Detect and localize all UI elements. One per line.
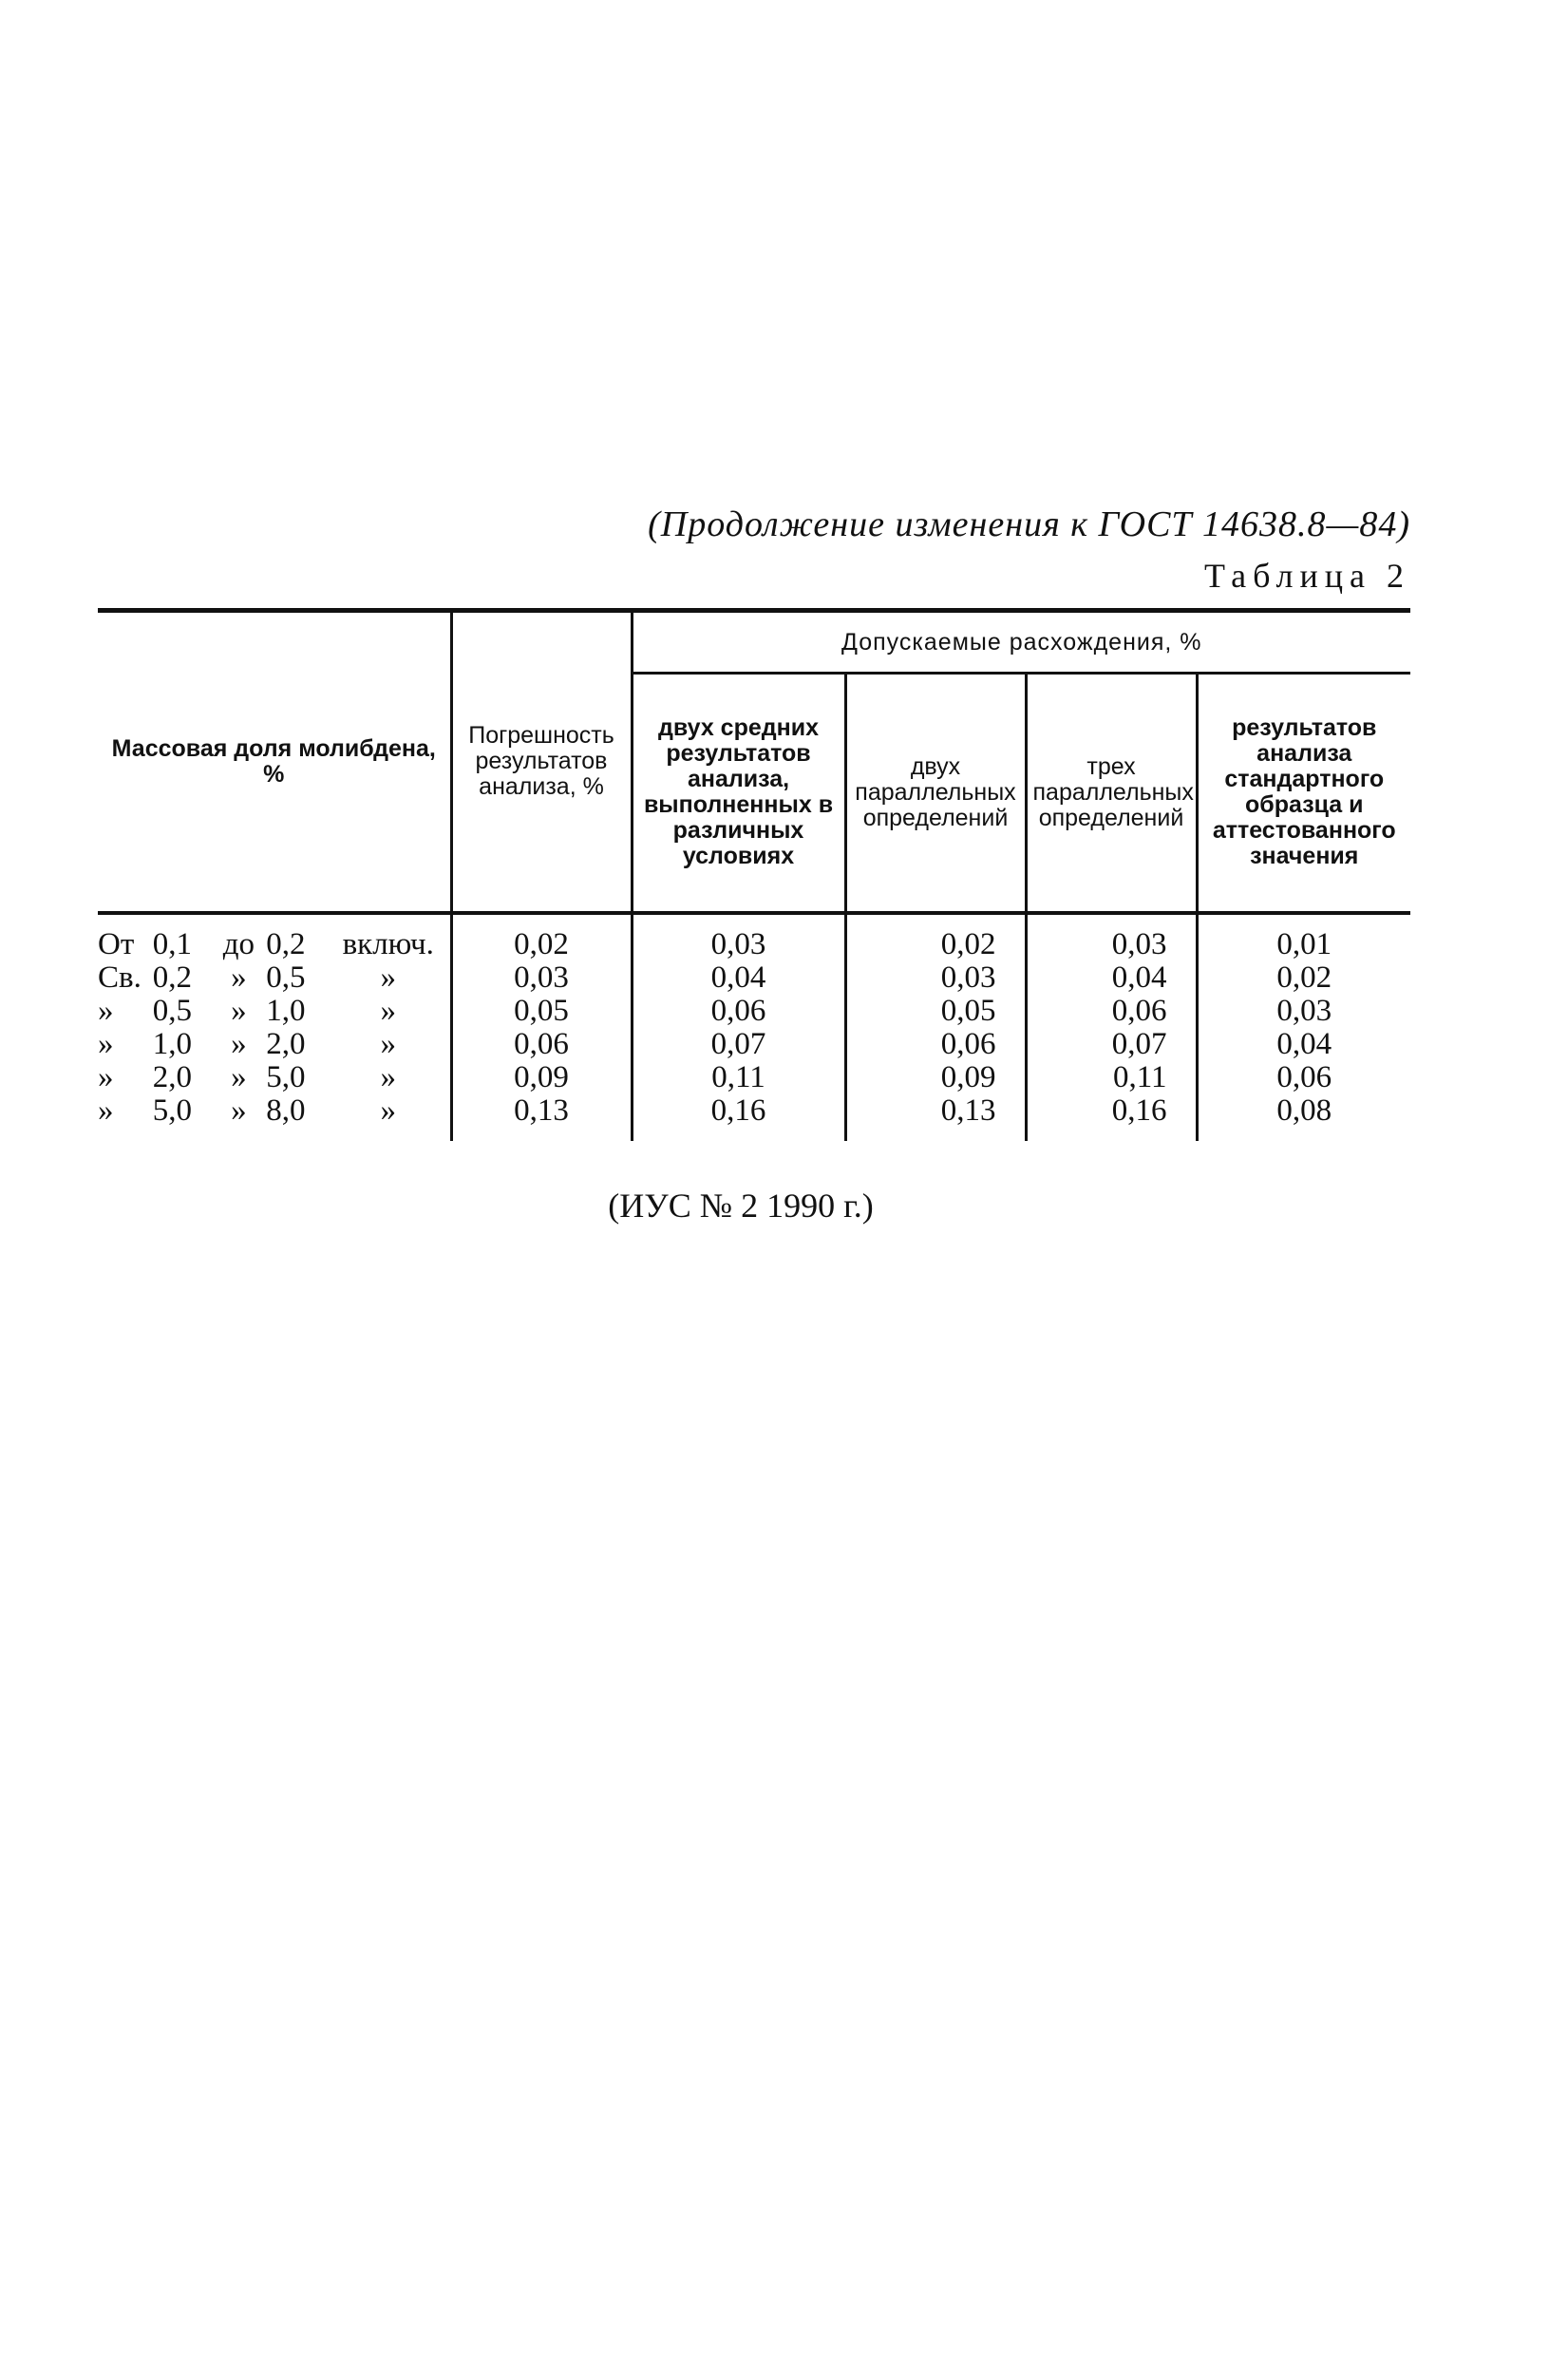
header-two-mean-results: двух средних результатов анализа, выполненных в различных условиях <box>632 674 845 911</box>
two-means-cell: 0,03 <box>632 928 845 961</box>
range-mid: » <box>231 993 247 1028</box>
header-permissible-discrepancies: Допускаемые расхождения, % <box>632 611 1410 674</box>
range-prefix: » <box>98 1093 114 1128</box>
header-three-parallel: трех параллельных определений <box>1026 674 1197 911</box>
range-cell <box>98 1061 451 1094</box>
table-row <box>98 995 1410 1028</box>
two-parallel-cell: 0,02 <box>845 928 1026 961</box>
three-parallel-cell: 0,07 <box>1026 1028 1197 1061</box>
range-cell <box>98 1028 451 1061</box>
range-mid: » <box>231 960 247 995</box>
two-means-cell: 0,06 <box>632 995 845 1028</box>
two-means-cell: 0,11 <box>632 1061 845 1094</box>
range-from: 0,2 <box>152 960 193 995</box>
range-cell <box>98 1094 451 1128</box>
range-cell <box>98 928 451 961</box>
table-row <box>98 1094 1410 1128</box>
range-from: 5,0 <box>152 1093 193 1128</box>
error-cell: 0,13 <box>451 1094 632 1128</box>
range-suffix: » <box>380 1026 396 1061</box>
standard-cell: 0,08 <box>1197 1094 1410 1128</box>
table-row <box>98 1028 1410 1061</box>
range-suffix: » <box>380 1093 396 1128</box>
range-mid: » <box>231 1093 247 1128</box>
standard-cell: 0,01 <box>1197 928 1410 961</box>
range-from: 0,5 <box>152 993 193 1028</box>
range-prefix: » <box>98 1059 114 1094</box>
error-cell: 0,09 <box>451 1061 632 1094</box>
two-parallel-cell: 0,06 <box>845 1028 1026 1061</box>
error-cell: 0,03 <box>451 961 632 995</box>
range-mid: до <box>222 926 255 961</box>
three-parallel-cell: 0,16 <box>1026 1094 1197 1128</box>
range-prefix: » <box>98 993 114 1028</box>
table-label: Таблица 2 <box>1204 557 1410 595</box>
source-note: (ИУС № 2 1990 г.) <box>608 1187 874 1225</box>
three-parallel-cell: 0,03 <box>1026 928 1197 961</box>
header-standard-sample: результатов анализа стандартного образца и аттестованного значения <box>1197 674 1410 911</box>
range-prefix: » <box>98 1026 114 1061</box>
three-parallel-cell: 0,06 <box>1026 995 1197 1028</box>
two-parallel-cell: 0,03 <box>845 961 1026 995</box>
table-row <box>98 928 1410 961</box>
tolerance-table <box>98 608 1410 1141</box>
range-from: 2,0 <box>152 1059 193 1094</box>
standard-cell: 0,04 <box>1197 1028 1410 1061</box>
range-mid: » <box>231 1026 247 1061</box>
two-means-cell: 0,16 <box>632 1094 845 1128</box>
standard-cell: 0,06 <box>1197 1061 1410 1094</box>
range-suffix: » <box>380 960 396 995</box>
range-to: 0,5 <box>266 960 306 995</box>
header-molybdenum-fraction: Массовая доля молибдена, % <box>98 611 451 911</box>
header-two-parallel: двух параллельных определений <box>845 674 1026 911</box>
table-row <box>98 961 1410 995</box>
standard-cell: 0,03 <box>1197 995 1410 1028</box>
continuation-note: (Продолжение изменения к ГОСТ 14638.8—84) <box>648 504 1410 544</box>
range-cell <box>98 995 451 1028</box>
three-parallel-cell: 0,04 <box>1026 961 1197 995</box>
error-cell: 0,06 <box>451 1028 632 1061</box>
two-parallel-cell: 0,13 <box>845 1094 1026 1128</box>
range-to: 2,0 <box>266 1026 306 1061</box>
two-parallel-cell: 0,09 <box>845 1061 1026 1094</box>
range-from: 1,0 <box>152 1026 193 1061</box>
two-means-cell: 0,07 <box>632 1028 845 1061</box>
three-parallel-cell: 0,11 <box>1026 1061 1197 1094</box>
range-to: 8,0 <box>266 1093 306 1128</box>
range-suffix: » <box>380 1059 396 1094</box>
range-to: 1,0 <box>266 993 306 1028</box>
header-analysis-error: Погрешность результатов анализа, % <box>451 611 632 911</box>
range-to: 0,2 <box>266 926 306 961</box>
range-from: 0,1 <box>152 926 193 961</box>
two-means-cell: 0,04 <box>632 961 845 995</box>
error-cell: 0,05 <box>451 995 632 1028</box>
range-cell <box>98 961 451 995</box>
error-cell: 0,02 <box>451 928 632 961</box>
standard-cell: 0,02 <box>1197 961 1410 995</box>
range-suffix: включ. <box>342 926 434 961</box>
two-parallel-cell: 0,05 <box>845 995 1026 1028</box>
range-prefix: Св. <box>98 960 142 995</box>
range-suffix: » <box>380 993 396 1028</box>
range-prefix: От <box>98 926 135 961</box>
table-row <box>98 1061 1410 1094</box>
range-mid: » <box>231 1059 247 1094</box>
range-to: 5,0 <box>266 1059 306 1094</box>
